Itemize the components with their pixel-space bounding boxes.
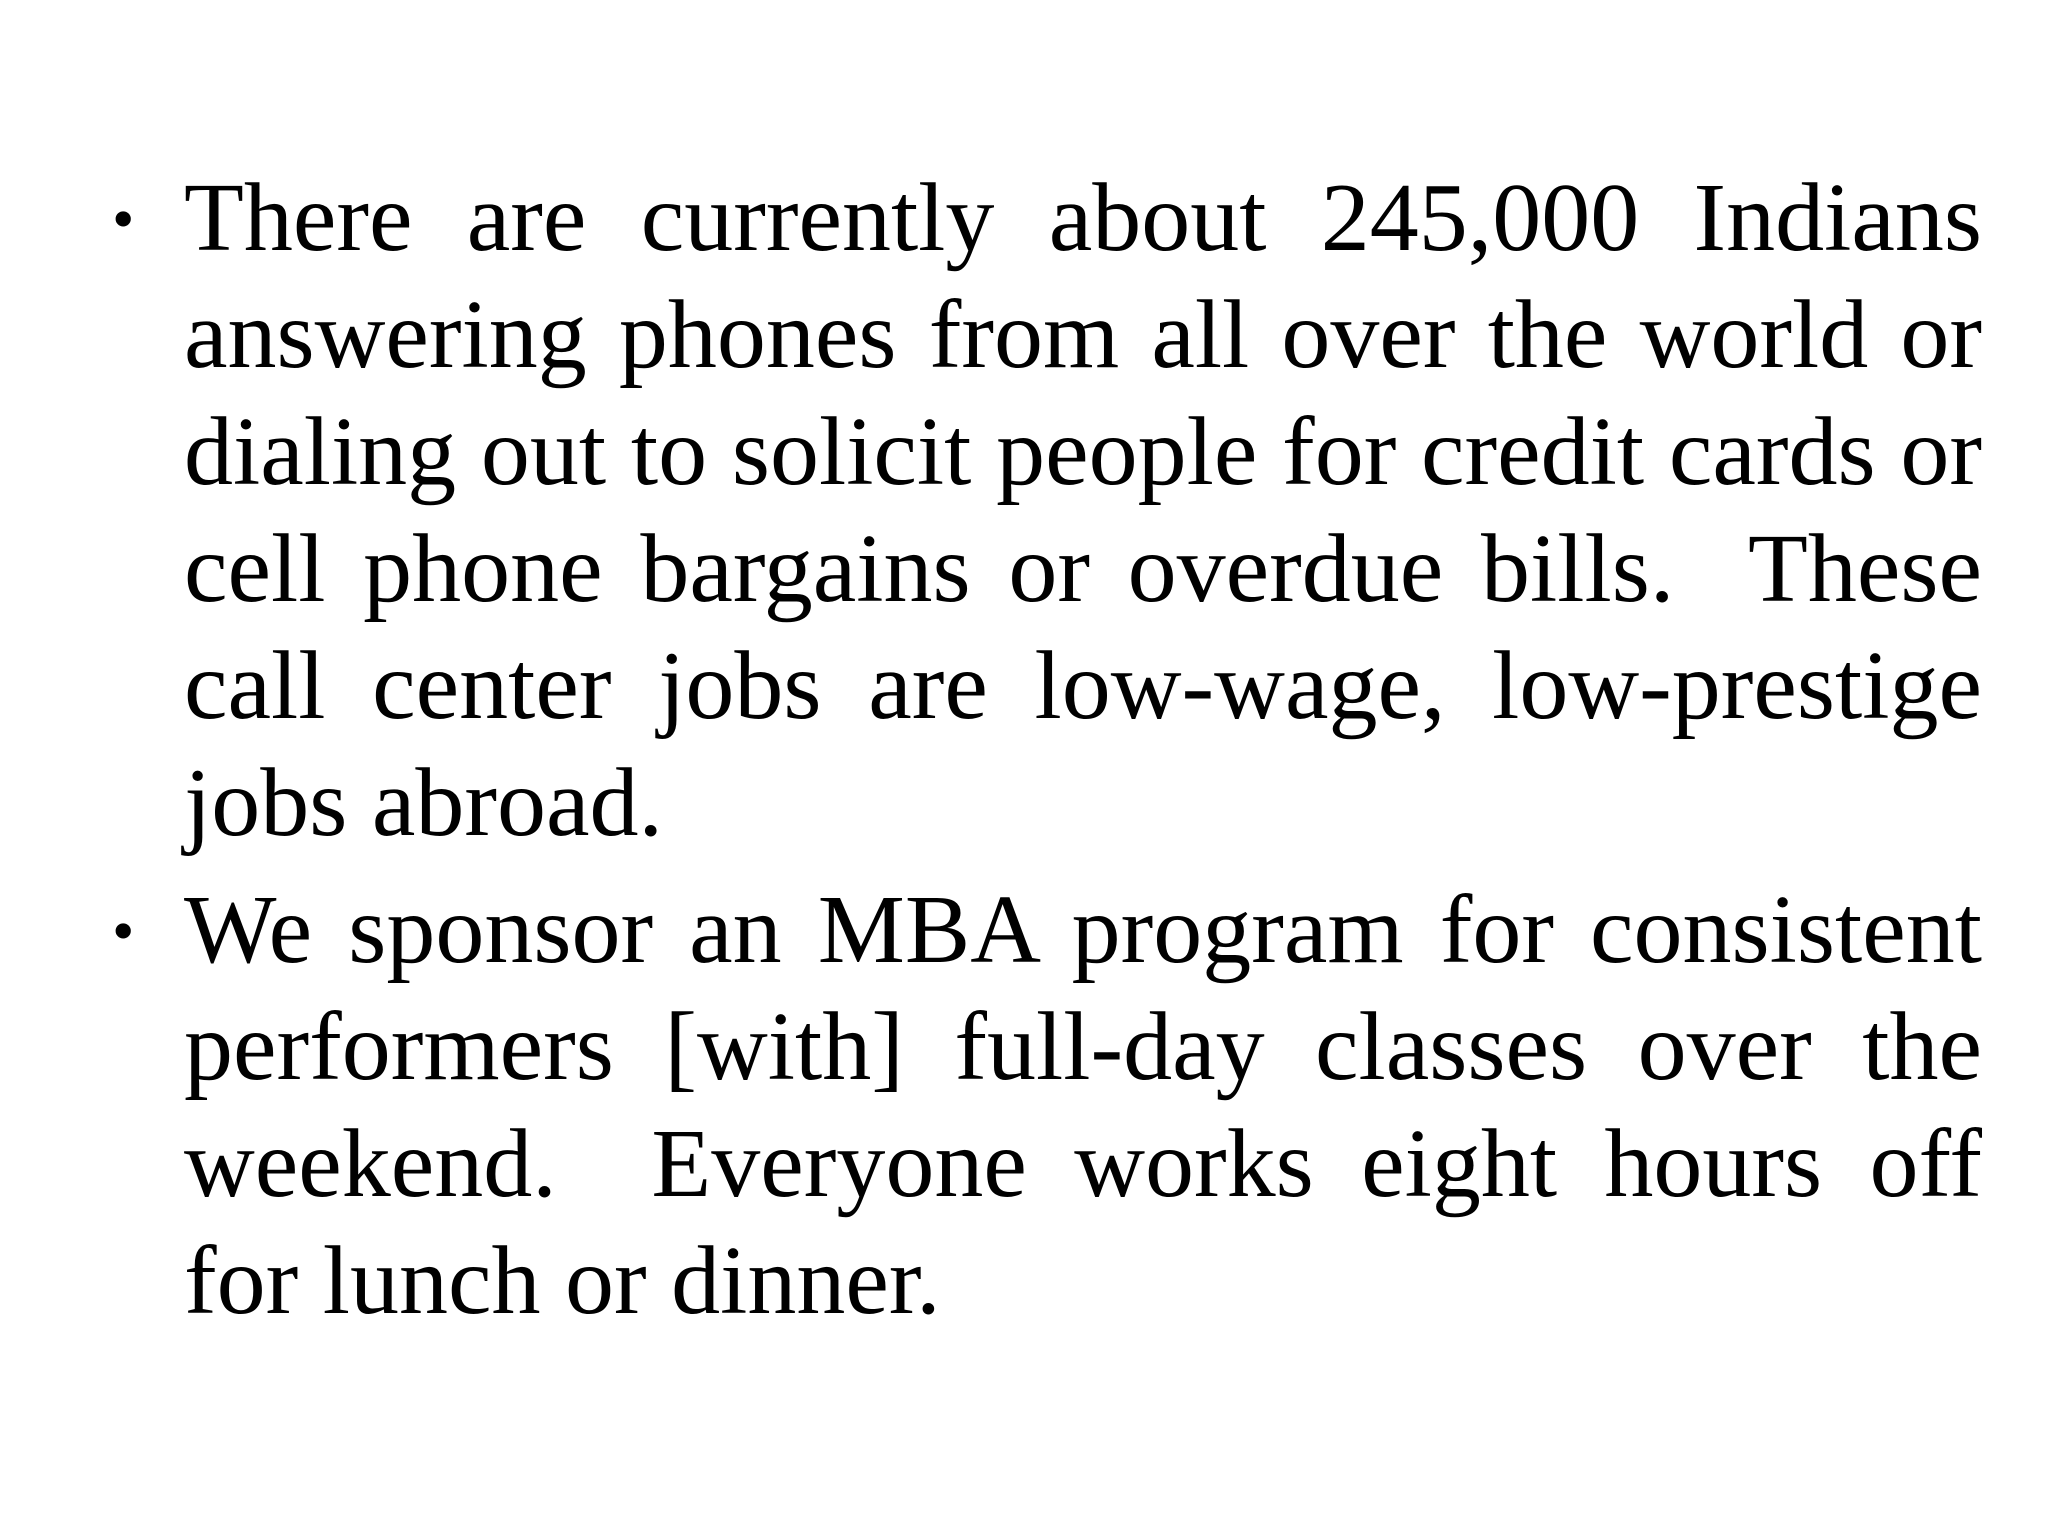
- bullet-item-mba-program: [112, 872, 2007, 1340]
- bullet-text: We sponsor an MBA program for consistent performers [with] full-day classes over the weekend. Everyone works eight hours off for lunch or dinner.: [184, 876, 2007, 1335]
- bullet-item-call-center: [112, 160, 2007, 862]
- bullet-list: [112, 160, 2007, 1340]
- bullet-text: There are currently about 245,000 Indians answering phones from all over the world or dialing out to solicit people for credit cards or cell phone bargains or overdue bills. These call center jobs are low-wage, low-prestige jobs abroad.: [184, 164, 2007, 857]
- bullet-icon: •: [112, 895, 135, 966]
- bullet-icon: •: [112, 183, 135, 254]
